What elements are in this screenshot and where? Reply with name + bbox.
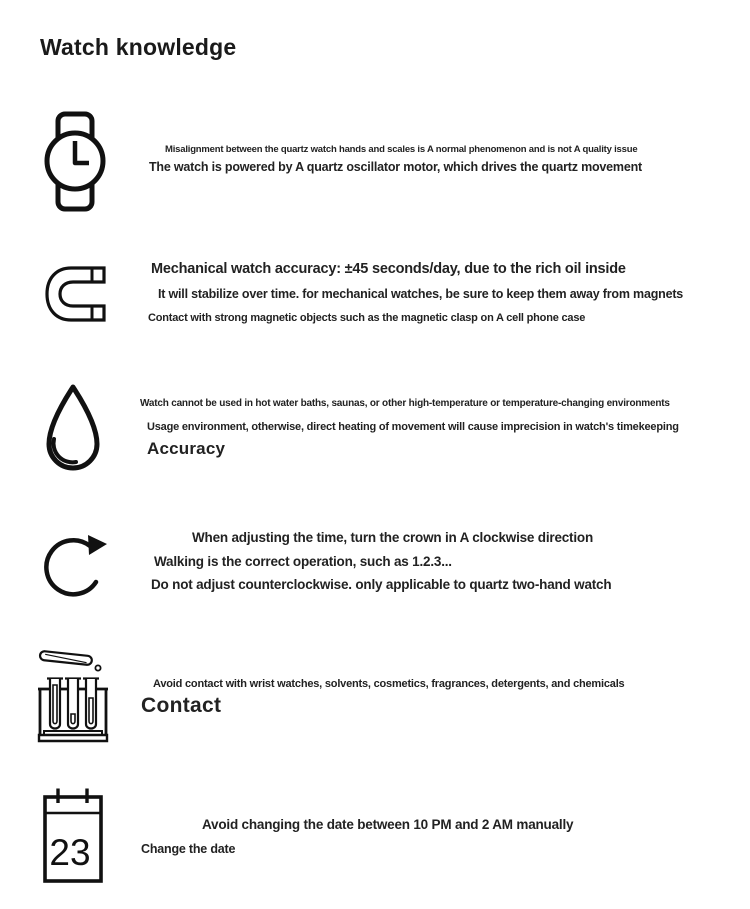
test-tubes-icon [36,648,110,745]
note-line: Mechanical watch accuracy: ±45 seconds/day, due to the rich oil inside [151,261,626,277]
note-line: Usage environment, otherwise, direct heating of movement will cause imprecision in watch's timekeeping [147,421,679,433]
page-title: Watch knowledge [40,34,237,60]
calendar-day-number: 23 [49,832,91,873]
note-line: Contact with strong magnetic objects such as the magnetic clasp on A cell phone case [148,312,586,324]
note-line: Change the date [141,842,236,856]
note-line: Misalignment between the quartz watch hands and scales is A normal phenomenon and is not A quality issue [165,144,638,155]
rotate-clockwise-icon [43,519,107,609]
calendar-icon [42,787,104,884]
note-line: Do not adjust counterclockwise. only applicable to quartz two-hand watch [151,577,612,592]
note-line: Walking is the correct operation, such as 1.2.3... [154,554,452,569]
note-line: It will stabilize over time. for mechanical watches, be sure to keep them away from magnets [158,287,684,301]
section-keyword: Accuracy [147,439,226,458]
section-keyword: Contact [141,694,222,717]
water-drop-icon [40,381,106,484]
note-line: Watch cannot be used in hot water baths, saunas, or other high-temperature or temperature-changing environments [140,398,670,409]
note-line: When adjusting the time, turn the crown in A clockwise direction [192,530,593,545]
note-line: The watch is powered by A quartz oscillator motor, which drives the quartz movement [149,160,642,174]
note-line: Avoid contact with wrist watches, solvents, cosmetics, fragrances, detergents, and chemicals [153,678,625,690]
note-line: Avoid changing the date between 10 PM and 2 AM manually [202,817,574,832]
wristwatch-icon [42,111,108,212]
magnet-icon [44,265,107,323]
